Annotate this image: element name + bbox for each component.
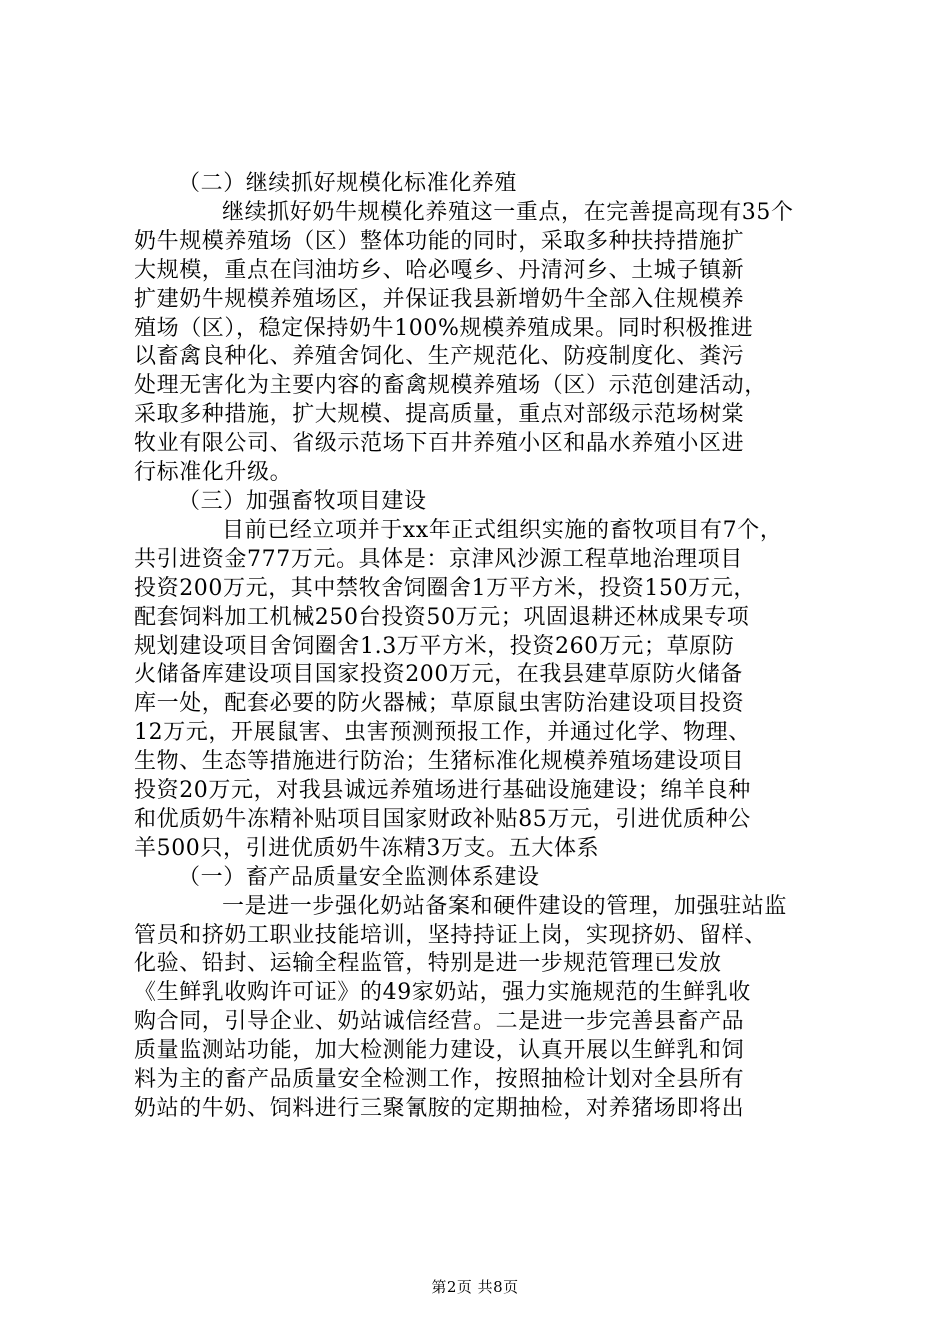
text-line: 扩建奶牛规模养殖场区，并保证我县新增奶牛全部入住规模养 [134, 286, 745, 312]
text-line: 奶牛规模养殖场（区）整体功能的同时，采取多种扶持措施扩 [134, 228, 745, 254]
text-line: 行标准化升级。 [134, 460, 293, 486]
text-line: 管员和挤奶工职业技能培训，坚持持证上岗，实现挤奶、留样、 [134, 922, 767, 948]
text-line: 牧业有限公司、省级示范场下百井养殖小区和晶水养殖小区进 [134, 431, 745, 457]
text-line: 生物、生态等措施进行防治；生猪标准化规模养殖场建设项目 [134, 749, 745, 775]
paragraph [134, 199, 846, 488]
text-line: 目前已经立项并于xx年正式组织实施的畜牧项目有7个， [222, 517, 783, 543]
text-line: 库一处，配套必要的防火器械；草原鼠虫害防治建设项目投资 [134, 691, 745, 717]
page-footer: 第2页 共8页 [431, 1278, 519, 1296]
text-line: 《生鲜乳收购许可证》的49家奶站，强力实施规范的生鲜乳收 [134, 980, 751, 1006]
text-line: 一是进一步强化奶站备案和硬件建设的管理，加强驻站监 [222, 893, 788, 919]
text-line: 投资200万元，其中禁牧舍饲圈舍1万平方米，投资150万元， [134, 575, 756, 601]
document-body [134, 170, 846, 1124]
text-line: 采取多种措施，扩大规模、提高质量，重点对部级示范场树棠 [134, 402, 745, 428]
text-line: 投资20万元，对我县诚远养殖场进行基础设施建设；绵羊良种 [134, 778, 751, 804]
text-line: 继续抓好奶牛规模化养殖这一重点，在完善提高现有35个 [222, 199, 794, 225]
text-line: 以畜禽良种化、养殖舍饲化、生产规范化、防疫制度化、粪污 [134, 344, 745, 370]
text-line: 料为主的畜产品质量安全检测工作，按照抽检计划对全县所有 [134, 1067, 745, 1093]
text-line: 化验、铅封、运输全程监管，特别是进一步规范管理已发放 [134, 951, 722, 977]
text-line: 配套饲料加工机械250台投资50万元；巩固退耕还林成果专项 [134, 604, 750, 630]
paragraph [134, 517, 846, 864]
paragraph [134, 893, 846, 1124]
section-heading: （一）畜产品质量安全监测体系建设 [178, 864, 540, 890]
text-line: 殖场（区），稳定保持奶牛100%规模养殖成果。同时积极推进 [134, 315, 754, 341]
text-line: 质量监测站功能，加大检测能力建设，认真开展以生鲜乳和饲 [134, 1038, 745, 1064]
text-line: 火储备库建设项目国家投资200万元，在我县建草原防火储备 [134, 662, 743, 688]
section-heading: （二）继续抓好规模化标准化养殖 [178, 171, 518, 196]
text-line: 羊500只，引进优质奶牛冻精3万支。五大体系 [134, 835, 600, 861]
text-line: 和优质奶牛冻精补贴项目国家财政补贴85万元，引进优质种公 [134, 806, 751, 832]
text-line: 购合同，引导企业、奶站诚信经营。二是进一步完善县畜产品 [134, 1009, 745, 1035]
text-line: 处理无害化为主要内容的畜禽规模养殖场（区）示范创建活动， [134, 373, 767, 399]
text-line: 规划建设项目舍饲圈舍1.3万平方米，投资260万元；草原防 [134, 633, 735, 659]
text-line: 奶站的牛奶、饲料进行三聚氰胺的定期抽检，对养猪场即将出 [134, 1096, 745, 1121]
text-line: 大规模，重点在闫油坊乡、哈必嘎乡、丹清河乡、土城子镇新 [134, 257, 745, 283]
text-line: 共引进资金777万元。具体是：京津风沙源工程草地治理项目 [134, 546, 743, 572]
section-heading: （三）加强畜牧项目建设 [178, 488, 427, 514]
text-line: 12万元，开展鼠害、虫害预测预报工作，并通过化学、物理、 [134, 720, 751, 746]
